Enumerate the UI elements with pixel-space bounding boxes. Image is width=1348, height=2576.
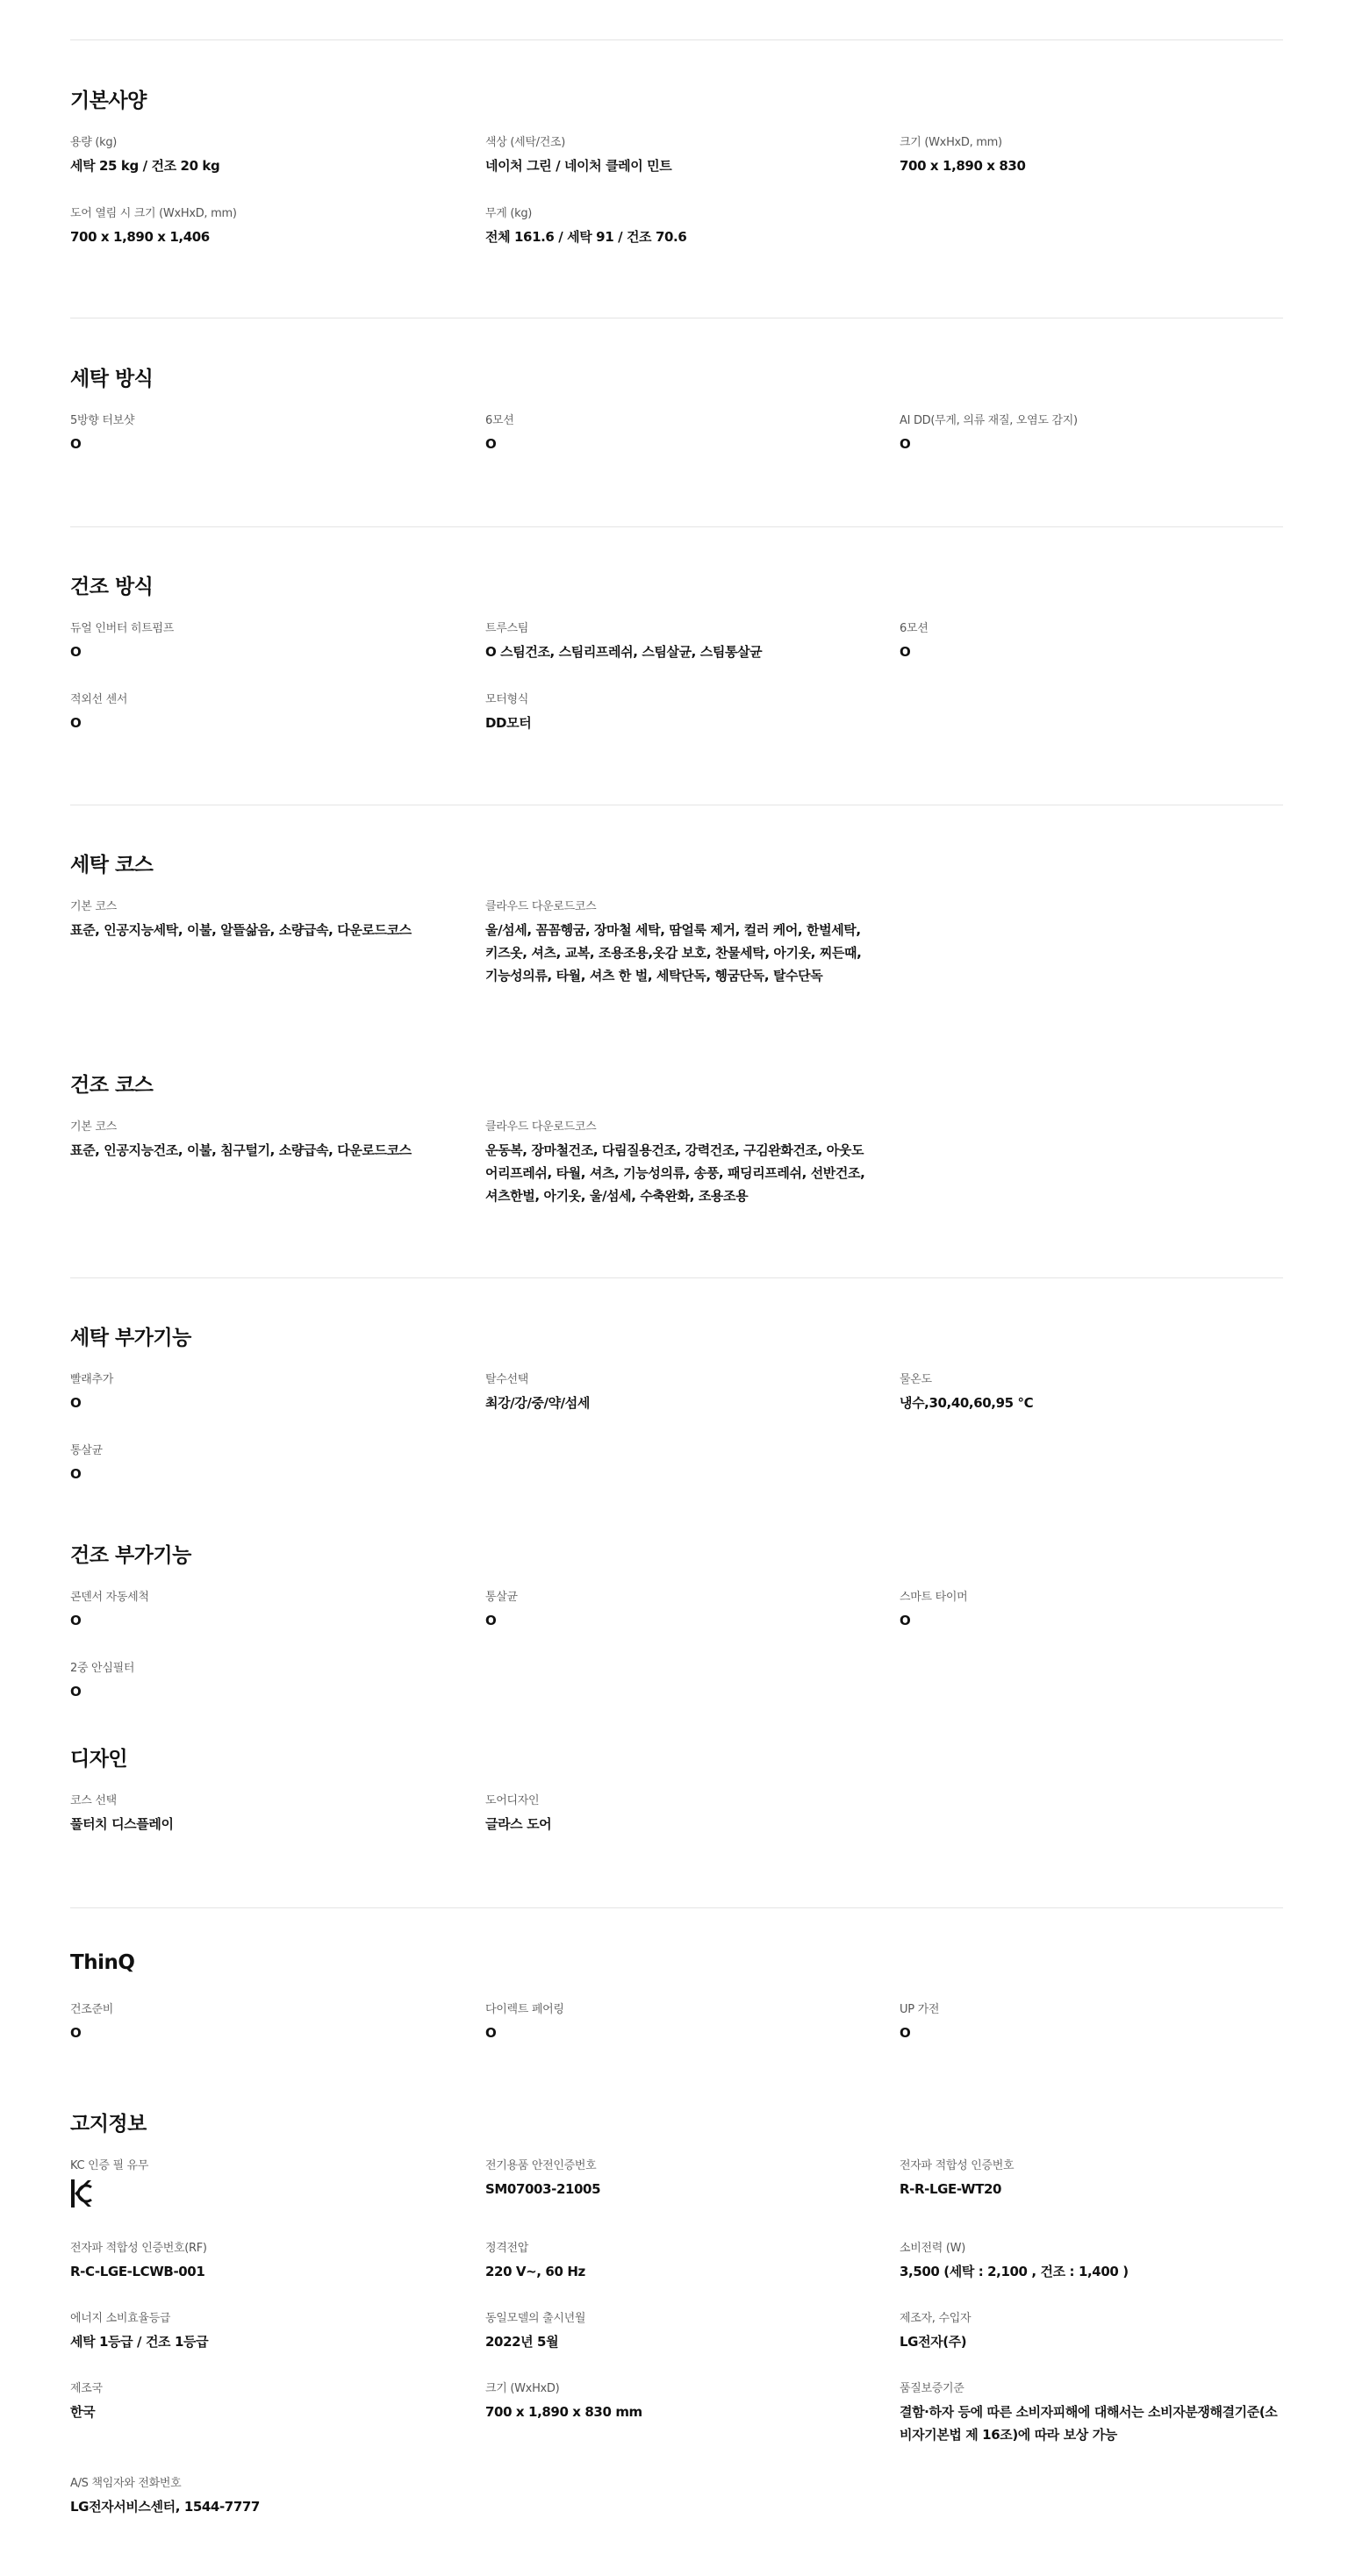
spec-value: 울/섬세, 꼼꼼헹굼, 장마철 세탁, 땀얼룩 제거, 컬러 케어, 한벌세탁, 키즈옷, 셔츠, 교복, 조용조용,옷감 보호, 찬물세탁, 아기옷, 찌든때, 기능성의류, 타월, 셔츠 한 벌, 세탁단독, 헹굼단독, 탈수단독 [485, 922, 862, 984]
spec-label: 코스 선택 [70, 1794, 117, 1807]
spec-value: O [70, 644, 82, 660]
spec-size-notice [485, 2380, 642, 2423]
spec-label: 색상 (세탁/건조) [485, 136, 566, 149]
spec-value: 세탁 1등급 / 건조 1등급 [70, 2334, 209, 2350]
spec-6motion [485, 412, 514, 455]
section-title-notice: 고지정보 [70, 2113, 147, 2136]
spec-label: 스마트 타이머 [900, 1591, 968, 1604]
spec-label: 소비전력 (W) [900, 2242, 965, 2255]
spec-label: 기본 코스 [70, 900, 117, 913]
spec-up-appliance [900, 2001, 939, 2044]
spec-truesteam [485, 620, 762, 663]
spec-double-filter [70, 1660, 134, 1703]
spec-value: O [70, 1684, 82, 1699]
spec-value: 한국 [70, 2404, 96, 2420]
spec-value: 220 V~, 60 Hz [485, 2264, 585, 2279]
section-title-thinq: ThinQ [70, 1951, 135, 1974]
spec-value: O [70, 715, 82, 731]
spec-label: 기본 코스 [70, 1120, 117, 1134]
section-divider [70, 1907, 1283, 1908]
spec-label: 제조국 [70, 2382, 103, 2395]
spec-label: 6모션 [485, 414, 514, 427]
spec-label: 크기 (WxHxD) [485, 2382, 560, 2395]
spec-energy-grade [70, 2310, 208, 2353]
section-divider [70, 1277, 1283, 1278]
section-title-wash-method: 세탁 방식 [70, 368, 154, 390]
spec-safety-cert [485, 2157, 600, 2200]
spec-value: 최강/강/중/약/섬세 [485, 1395, 590, 1411]
spec-value: O [70, 1395, 82, 1411]
spec-value: 네이처 그린 / 네이처 클레이 민트 [485, 158, 672, 174]
spec-label: KC 인증 필 유무 [70, 2159, 149, 2172]
spec-dry-cloud-course [485, 1119, 873, 1207]
spec-value: 2022년 5월 [485, 2334, 559, 2350]
spec-rated-voltage [485, 2240, 585, 2283]
spec-label: 5방향 터보샷 [70, 414, 135, 427]
spec-label: 콘덴서 자동세척 [70, 1591, 149, 1604]
spec-label: 무게 (kg) [485, 207, 533, 220]
spec-label: 통살균 [70, 1444, 103, 1457]
spec-label: AI DD(무게, 의류 재질, 오염도 감지) [900, 414, 1078, 427]
spec-quality-warranty [900, 2380, 1287, 2446]
spec-value: LG전자서비스센터, 1544-7777 [70, 2499, 260, 2515]
spec-value: O [900, 2025, 911, 2041]
spec-value: 전체 161.6 / 세탁 91 / 건조 70.6 [485, 229, 687, 245]
spec-label: 다이렉트 페어링 [485, 2003, 564, 2016]
spec-wash-basic-course [70, 898, 412, 941]
spec-value: DD모터 [485, 715, 532, 731]
spec-course-select [70, 1792, 174, 1835]
spec-label: 탈수선택 [485, 1373, 529, 1386]
spec-label: 전자파 적합성 인증번호 [900, 2159, 1015, 2172]
spec-label: 용량 (kg) [70, 136, 118, 149]
spec-emc-cert [900, 2157, 1014, 2200]
spec-label: 듀얼 인버터 히트펌프 [70, 622, 174, 635]
spec-label: 품질보증기준 [900, 2382, 964, 2395]
spec-value: O [70, 1466, 82, 1482]
spec-dry-6motion [900, 620, 929, 663]
spec-wash-cloud-course [485, 898, 873, 987]
spec-value: O [900, 644, 911, 660]
spec-heatpump [70, 620, 174, 663]
spec-emc-rf-cert [70, 2240, 207, 2283]
spec-dry-basic-course [70, 1119, 412, 1162]
spec-door-open-size [70, 205, 237, 248]
section-divider [70, 526, 1283, 527]
section-title-wash-extra: 세탁 부가기능 [70, 1327, 191, 1349]
section-title-basic: 기본사양 [70, 89, 147, 112]
spec-value: 글라스 도어 [485, 1816, 552, 1832]
spec-label: 에너지 소비효율등급 [70, 2312, 171, 2325]
spec-label: 트루스팀 [485, 622, 529, 635]
kc-certification-mark-icon [70, 2179, 93, 2208]
spec-value: LG전자(주) [900, 2334, 967, 2350]
spec-value: 표준, 인공지능건조, 이불, 침구털기, 소량급속, 다운로드코스 [70, 1142, 412, 1158]
spec-value: 표준, 인공지능세탁, 이불, 알뜰삶음, 소량급속, 다운로드코스 [70, 922, 412, 938]
spec-condenser-clean [70, 1589, 149, 1632]
spec-label: 모터형식 [485, 693, 529, 706]
spec-label: 전자파 적합성 인증번호(RF) [70, 2242, 207, 2255]
spec-value: 700 x 1,890 x 1,406 [70, 229, 210, 245]
spec-value: 700 x 1,890 x 830 [900, 158, 1026, 174]
spec-water-temp [900, 1371, 1033, 1414]
section-title-wash-course: 세탁 코스 [70, 854, 154, 877]
spec-power-consumption [900, 2240, 1129, 2283]
spec-label: 물온도 [900, 1373, 932, 1386]
spec-ai-dd [900, 412, 1078, 455]
spec-value: O [70, 436, 82, 452]
spec-country [70, 2380, 103, 2423]
section-title-dry-course: 건조 코스 [70, 1074, 154, 1097]
spec-manufacturer [900, 2310, 971, 2353]
spec-label: UP 가전 [900, 2003, 940, 2016]
spec-door-design [485, 1792, 551, 1835]
section-title-design: 디자인 [70, 1748, 128, 1771]
spec-value: 3,500 (세탁 : 2,100 , 건조 : 1,400 ) [900, 2264, 1129, 2279]
spec-value: 700 x 1,890 x 830 mm [485, 2404, 642, 2420]
spec-dry-tub-sterilize [485, 1589, 518, 1632]
section-title-dry-extra: 건조 부가기능 [70, 1544, 191, 1567]
spec-label: 도어 열림 시 크기 (WxHxD, mm) [70, 207, 237, 220]
spec-tub-sterilize [70, 1442, 103, 1485]
spec-value: O [70, 1613, 82, 1628]
spec-weight [485, 205, 686, 248]
spec-add-laundry [70, 1371, 113, 1414]
spec-value: SM07003-21005 [485, 2181, 601, 2197]
spec-value: 운동복, 장마철건조, 다림질용건조, 강력건조, 구김완화건조, 아웃도어리프레쉬, 타월, 셔츠, 기능성의류, 송풍, 패딩리프레쉬, 선반건조, 셔츠한벌, 아기옷, 울/섬세, 수축완화, 조용조용 [485, 1142, 865, 1204]
spec-value: O [485, 436, 497, 452]
spec-kc-cert [70, 2157, 148, 2208]
spec-label: 동일모델의 출시년월 [485, 2312, 586, 2325]
spec-value: O [900, 436, 911, 452]
spec-turboshot [70, 412, 134, 455]
spec-value: O [70, 2025, 82, 2041]
spec-value: O [900, 1613, 911, 1628]
spec-value: O [485, 1613, 497, 1628]
spec-label: 크기 (WxHxD, mm) [900, 136, 1002, 149]
spec-label: 제조자, 수입자 [900, 2312, 972, 2325]
spec-motor-type [485, 691, 531, 734]
spec-capacity [70, 134, 219, 177]
spec-label: 통살균 [485, 1591, 518, 1604]
spec-smart-timer [900, 1589, 967, 1632]
spec-dry-ready [70, 2001, 113, 2044]
spec-label: 도어디자인 [485, 1794, 540, 1807]
spec-value: 냉수,30,40,60,95 ℃ [900, 1395, 1034, 1411]
section-title-dry-method: 건조 방식 [70, 576, 154, 598]
spec-label: 클라우드 다운로드코스 [485, 900, 597, 913]
spec-label: 빨래추가 [70, 1373, 114, 1386]
spec-label: 정격전압 [485, 2242, 529, 2255]
spec-color [485, 134, 671, 177]
spec-label: 적외선 센서 [70, 693, 128, 706]
spec-value: 결함·하자 등에 따른 소비자피해에 대해서는 소비자분쟁해결기준(소비자기본법 제 16조)에 따라 보상 가능 [900, 2404, 1278, 2443]
spec-value: O 스팀건조, 스팀리프레쉬, 스팀살균, 스팀통살균 [485, 644, 763, 660]
section-divider [70, 39, 1283, 40]
spec-label: 건조준비 [70, 2003, 114, 2016]
spec-release-date [485, 2310, 585, 2353]
spec-label: A/S 책임자와 전화번호 [70, 2477, 182, 2490]
spec-label: 전기용품 안전인증번호 [485, 2159, 597, 2172]
spec-label: 클라우드 다운로드코스 [485, 1120, 597, 1134]
spec-value: O [485, 2025, 497, 2041]
spec-value: 세탁 25 kg / 건조 20 kg [70, 158, 220, 174]
spec-label: 2중 안심필터 [70, 1662, 135, 1675]
spec-spin-select [485, 1371, 590, 1414]
spec-size [900, 134, 1026, 177]
spec-value: 풀터치 디스플레이 [70, 1816, 174, 1832]
spec-value: R-C-LGE-LCWB-001 [70, 2264, 205, 2279]
spec-as-contact [70, 2475, 260, 2518]
spec-label: 6모션 [900, 622, 929, 635]
spec-value: R-R-LGE-WT20 [900, 2181, 1002, 2197]
spec-direct-pairing [485, 2001, 564, 2044]
spec-infrared-sensor [70, 691, 127, 734]
